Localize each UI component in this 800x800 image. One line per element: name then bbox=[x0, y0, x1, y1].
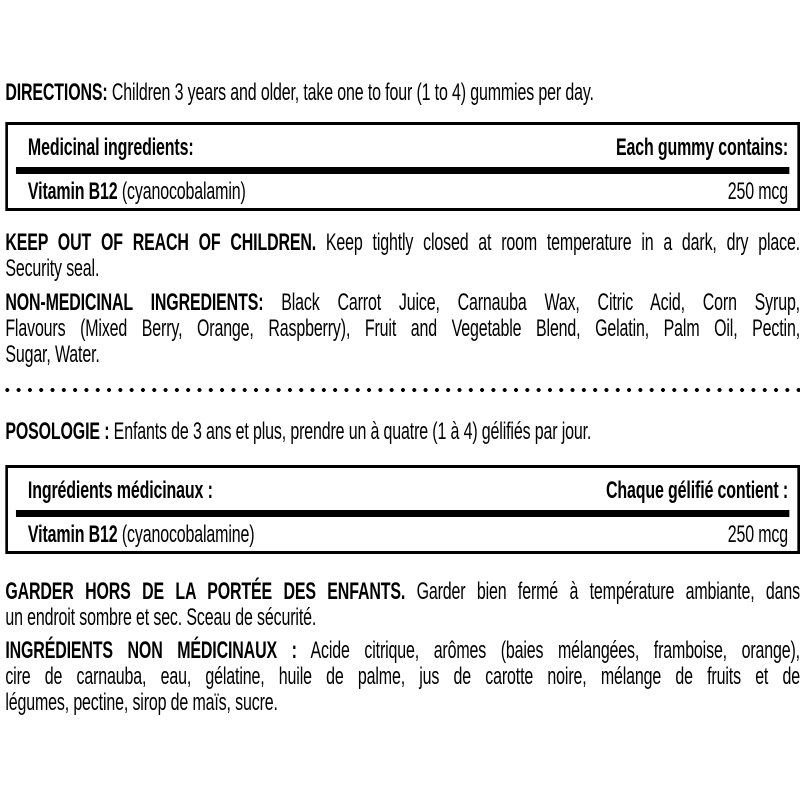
garder-line2: un endroit sombre et sec. Sceau de sécurité. bbox=[5, 604, 317, 631]
table-header-right-fr: Chaque gélifié contient : bbox=[606, 477, 789, 504]
ingredients-nm-label: INGRÉDIENTS NON MÉDICINAUX : bbox=[5, 637, 297, 664]
ingredients-nm-line1 bbox=[5, 638, 800, 664]
keep-out-line1 bbox=[5, 230, 800, 256]
non-medicinal-line1 bbox=[5, 290, 800, 316]
garder-line1-rest: Garder bien fermé à température ambiante, dans bbox=[416, 578, 800, 605]
dotted-separator bbox=[5, 388, 800, 392]
ingredients-nm-line2: cire de carnauba, eau, gélatine, huile de palme, jus de carotte noire, mélange de fruits et de bbox=[5, 663, 800, 690]
keep-out-line2: Security seal. bbox=[5, 255, 100, 282]
directions-text: Children 3 years and older, take one to four (1 to 4) gummies per day. bbox=[111, 79, 594, 106]
ingredient-amount-fr: 250 mcg bbox=[727, 521, 789, 548]
garder-paragraph bbox=[5, 579, 800, 631]
table-thick-divider-en bbox=[16, 167, 789, 174]
table-header-left-fr: Ingrédients médicinaux : bbox=[27, 477, 213, 504]
medicinal-ingredients-table-en bbox=[5, 122, 800, 211]
keep-out-line1-rest: Keep tightly closed at room temperature in a dark, dry place. bbox=[325, 229, 800, 256]
table-header-row-en bbox=[8, 125, 797, 167]
medicinal-ingredients-table-fr bbox=[5, 465, 800, 554]
directions-paragraph bbox=[5, 80, 800, 106]
ingredients-non-medicinaux-paragraph bbox=[5, 638, 800, 716]
keep-out-label: KEEP OUT OF REACH OF CHILDREN. bbox=[5, 229, 317, 256]
non-medicinal-line1-rest: Black Carrot Juice, Carnauba Wax, Citric Acid, Corn Syrup, bbox=[281, 289, 800, 316]
garder-label: GARDER HORS DE LA PORTÉE DES ENFANTS. bbox=[5, 578, 406, 605]
table-header-right-en: Each gummy contains: bbox=[615, 134, 789, 161]
directions-label: DIRECTIONS: bbox=[5, 79, 108, 106]
ingredient-row-fr bbox=[8, 517, 797, 551]
ingredient-name-bold-fr: Vitamin B12 bbox=[27, 521, 118, 548]
ingredient-row-en bbox=[8, 174, 797, 208]
non-medicinal-line3: Sugar, Water. bbox=[5, 341, 100, 368]
table-thick-divider-fr bbox=[16, 510, 789, 517]
ingredient-name-rest-en: (cyanocobalamin) bbox=[121, 178, 246, 205]
posologie-text: Enfants de 3 ans et plus, prendre un à quatre (1 à 4) gélifiés par jour. bbox=[113, 418, 592, 445]
posologie-label: POSOLOGIE : bbox=[5, 418, 110, 445]
ingredients-nm-line1-rest: Acide citrique, arômes (baies mélangées, framboise, orange), bbox=[310, 637, 800, 664]
garder-line1 bbox=[5, 579, 800, 605]
ingredient-name-rest-fr: (cyanocobalamine) bbox=[121, 521, 255, 548]
non-medicinal-line2: Flavours (Mixed Berry, Orange, Raspberry), Fruit and Vegetable Blend, Gelatin, Palm Oil, Pectin, bbox=[5, 315, 800, 342]
posologie-paragraph bbox=[5, 419, 800, 445]
table-header-left-en: Medicinal ingredients: bbox=[27, 134, 194, 161]
ingredient-name-bold-en: Vitamin B12 bbox=[27, 178, 118, 205]
ingredient-name-en bbox=[28, 179, 246, 205]
ingredient-name-fr bbox=[28, 522, 254, 548]
ingredients-nm-line3: légumes, pectine, sirop de maïs, sucre. bbox=[5, 689, 278, 716]
keep-out-paragraph bbox=[5, 230, 800, 282]
table-header-row-fr bbox=[8, 468, 797, 510]
ingredient-amount-en: 250 mcg bbox=[727, 178, 789, 205]
non-medicinal-paragraph bbox=[5, 290, 800, 368]
non-medicinal-label: NON-MEDICINAL INGREDIENTS: bbox=[5, 289, 264, 316]
